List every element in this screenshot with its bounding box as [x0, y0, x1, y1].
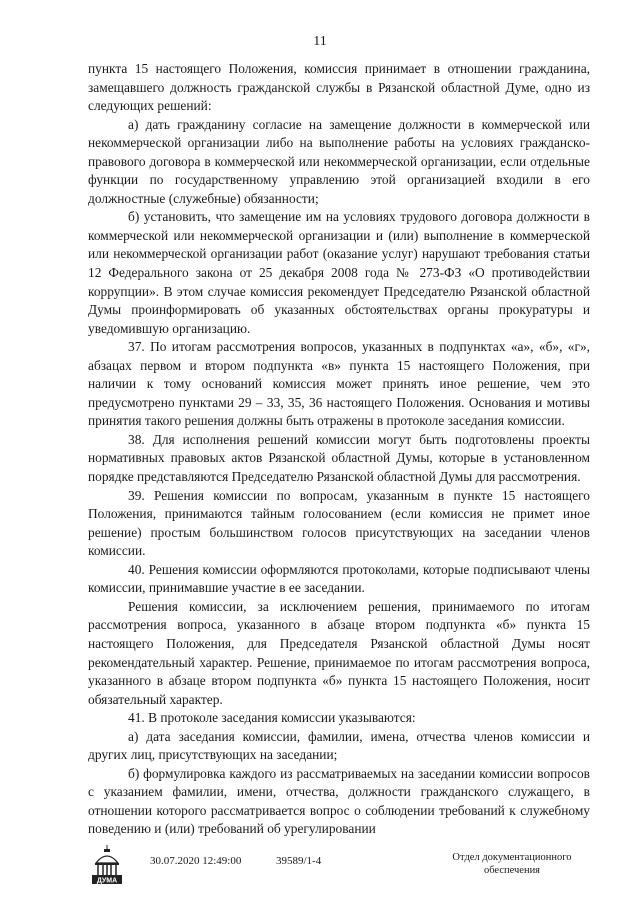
paragraph-40: 40. Решения комиссии оформляются протоколами, которые подписывают члены комиссии, принимавшие участие в ее заседании. — [88, 561, 590, 596]
duma-logo-icon — [88, 843, 126, 887]
footer-datetime: 30.07.2020 12:49:00 — [150, 855, 242, 867]
paragraph-39: 39. Решения комиссии по вопросам, указанным в пункте 15 настоящего Положения, принимаются тайным голосованием (если комиссия не примет иное решение) простым большинством голосов присутствующих на заседании членов комиссии. — [88, 487, 590, 559]
paragraph-41-item-a: а) дата заседания комиссии, фамилии, имена, отчества членов комиссии и других лиц, присутствующих на заседании; — [88, 728, 590, 763]
document-body — [88, 60, 590, 839]
paragraph-continuation: пункта 15 настоящего Положения, комиссия принимает в отношении гражданина, замещавшего должность гражданской службы в Рязанской областной Думе, одно из следующих решений: — [88, 61, 590, 114]
logo-text: ДУМА — [96, 877, 118, 885]
paragraph-item-a: а) дать гражданину согласие на замещение должности в коммерческой или некоммерческой организации либо на выполнение работы на условиях гражданско-правового договора в коммерческой или некоммерческой организации, если отдельные функции по государственному управлению этой организацией входили в его должностные (служебные) обязанности; — [88, 116, 590, 206]
paragraph-41-item-b: б) формулировка каждого из рассматриваемых на заседании комиссии вопросов с указанием фамилии, имени, отчества, должности гражданского служащего, в отношении которого рассматривается вопрос о соблюдении требований к служебному поведению и (или) требований об урегулировании — [88, 765, 590, 837]
paragraph-item-b: б) установить, что замещение им на условиях трудового договора должности в коммерческой или некоммерческой организации и (или) выполнение в коммерческой или некоммерческой организации работ (оказание услуг) нарушают требования статьи 12 Федерального закона от 25 декабря 2008 года № 273-ФЗ «О противодействии коррупции». В этом случае комиссия рекомендует Председателю Рязанской областной Думы проинформировать об указанных обстоятельствах органы прокуратуры и уведомившую организацию. — [88, 209, 590, 336]
footer-department — [432, 851, 592, 877]
page-number: 11 — [313, 34, 327, 49]
paragraph-41: 41. В протоколе заседания комиссии указываются: — [128, 710, 416, 726]
document-footer — [0, 843, 640, 893]
footer-department-line2: обеспечения — [483, 865, 541, 876]
paragraph-38: 38. Для исполнения решений комиссии могут быть подготовлены проекты нормативных правовых актов Рязанской областной Думы, которые в установленном порядке представляются Председателю Рязанской областной Думы для рассмотрения. — [88, 431, 590, 485]
paragraph-37: 37. По итогам рассмотрения вопросов, указанных в подпунктах «а», «б», «г», абзацах первом и втором подпункта «в» пункта 15 настоящего Положения, при наличии к тому оснований комиссия может принять иное решение, чем это предусмотрено пунктами 29 – 33, 35, 36 настоящего Положения. Основания и мотивы принятия такого решения должны быть отражены в протоколе заседания комиссии. — [88, 339, 590, 429]
paragraph-40-decisions: Решения комиссии, за исключением решения, принимаемого по итогам рассмотрения вопроса, указанного в абзаце втором подпункта «б» пункта 15 настоящего Положения, для Председателя Рязанской областной Думы носят рекомендательный характер. Решение, принимаемое по итогам рассмотрения вопроса, указанного в абзаце втором подпункта «б» пункта 15 настоящего Положения, носит обязательный характер. — [88, 598, 590, 707]
footer-department-line1: Отдел документационного — [452, 852, 572, 863]
footer-reg-number: 39589/1-4 — [276, 855, 322, 867]
